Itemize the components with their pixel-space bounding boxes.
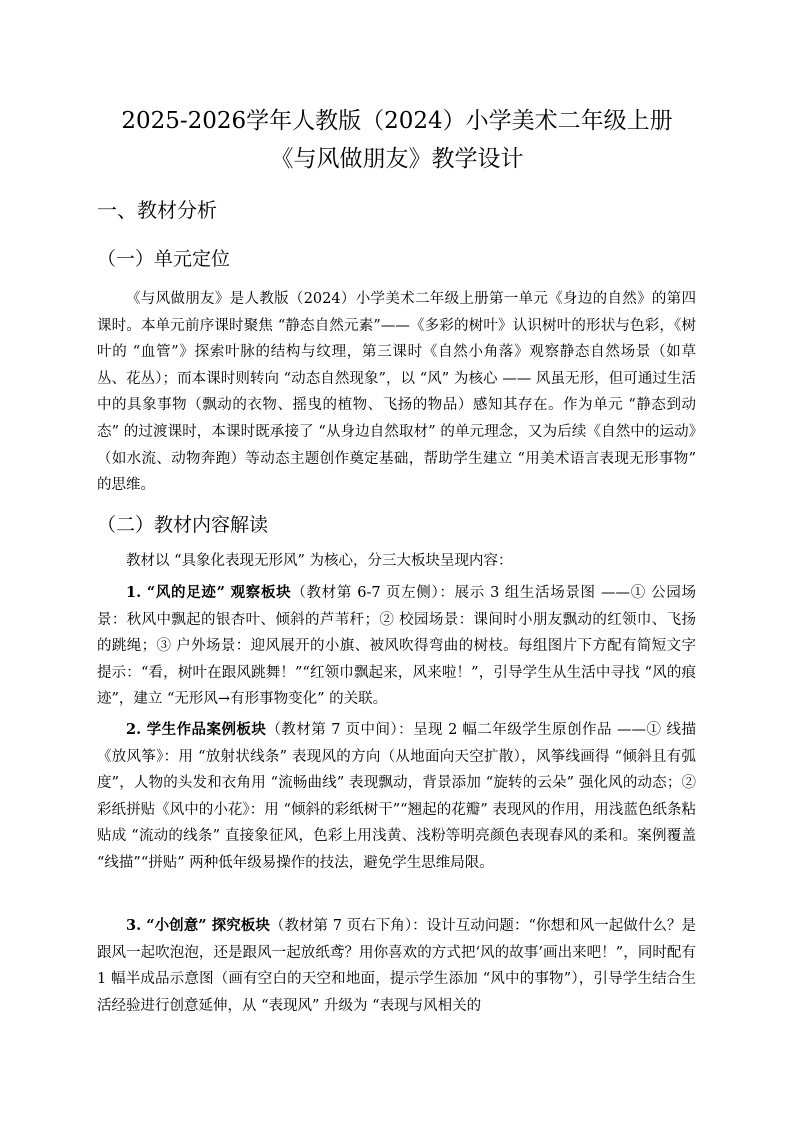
paragraph-student-works-section [97, 717, 696, 877]
paragraph-body: （教材第 7 页中间）：呈现 2 幅二年级学生原创作品 ——① 线描《放风筝》：用 “放射状线条” 表现风的方向（从地面向天空扩散），风筝线画得 “倾斜且有弧度”，人物的头发和衣角用 “流畅曲线” 表现飘动，背景添加 “旋转的云朵” 强化风的动态；② 彩纸拼贴《风中的小花》：用 “倾斜的彩纸树干”“翘起的花瓣” 表现风的作用，用浅蓝色纸条粘贴成 “流动的线条” 直接象征风，色彩上用浅黄、浅粉等明亮颜色表现春风的柔和。案例覆盖 “线描”“拼贴” 两种低年级易操作的技法，避免学生思维局限。 [97, 722, 696, 871]
paragraph-label: 3. “小创意” 探究板块 [126, 917, 270, 934]
subsection-heading-content-interpretation: （二）教材内容解读 [97, 514, 269, 536]
section-heading-textbook-analysis: 一、教材分析 [97, 198, 217, 222]
paragraph-body: （教材第 7 页右下角）：设计互动问题：“你想和风一起做什么？是跟风一起吹泡泡，还是跟风一起放纸鸢？用你喜欢的方式把‘风的故事’画出来吧！”，同时配有 1 幅半成品示意图（画有空白的天空和地面，提示学生添加 “风中的事物”），引导学生结合生活经验进行创意延伸，从 “表现风” 升级为 “表现与风相关的 [97, 918, 696, 1014]
paragraph-body: （教材第 6-7 页左侧）：展示 3 组生活场景图 ——① 公园场景：秋风中飘起的银杏叶、倾斜的芦苇秆；② 校园场景：课间时小朋友飘动的红领巾、飞扬的跳绳；③ 户外场景：迎风展开的小旗、被风吹得弯曲的树枝。每组图片下方配有简短文字提示：“看，树叶在跟风跳舞！”“红领巾飘起来，风来啦！”，引导学生从生活中寻找 “风的痕迹”，建立 “无形风→有形事物变化” 的关联。 [97, 585, 696, 708]
paragraph-creative-section [97, 913, 696, 1019]
paragraph-label: 2. 学生作品案例板块 [126, 721, 267, 738]
paragraph-label: 1. “风的足迹” 观察板块 [126, 584, 292, 601]
paragraph-wind-traces-section [97, 580, 696, 713]
document-title-line2: 《与风做朋友》教学设计 [270, 146, 524, 172]
subsection-heading-unit-positioning: （一）单元定位 [97, 248, 231, 270]
document-title-line1: 2025-2026学年人教版（2024）小学美术二年级上册 [121, 108, 673, 134]
paragraph-content-intro: 教材以 “具象化表现无形风” 为核心，分三大板块呈现内容： [126, 553, 513, 569]
paragraph-unit-positioning: 《与风做朋友》是人教版（2024）小学美术二年级上册第一单元《身边的自然》的第四课时。本单元前序课时聚焦 “静态自然元素”——《多彩的树叶》认识树叶的形状与色彩，《树叶的 “血管”》探索叶脉的结构与纹理，第三课时《自然小角落》观察静态自然场景（如草丛、花丛）；而本课时则转向 “动态自然现象”，以 “风” 为核心 —— 风虽无形，但可通过生活中的具象事物（飘动的衣物、摇曳的植物、飞扬的物品）感知其存在。作为单元 “静态到动态” 的过渡课时，本课时既承接了 “从身边自然取材” 的单元理念，又为后续《自然中的运动》（如水流、动物奔跑）等动态主题创作奠定基础，帮助学生建立 “用美术语言表现无形事物” 的思维。 [97, 291, 696, 494]
